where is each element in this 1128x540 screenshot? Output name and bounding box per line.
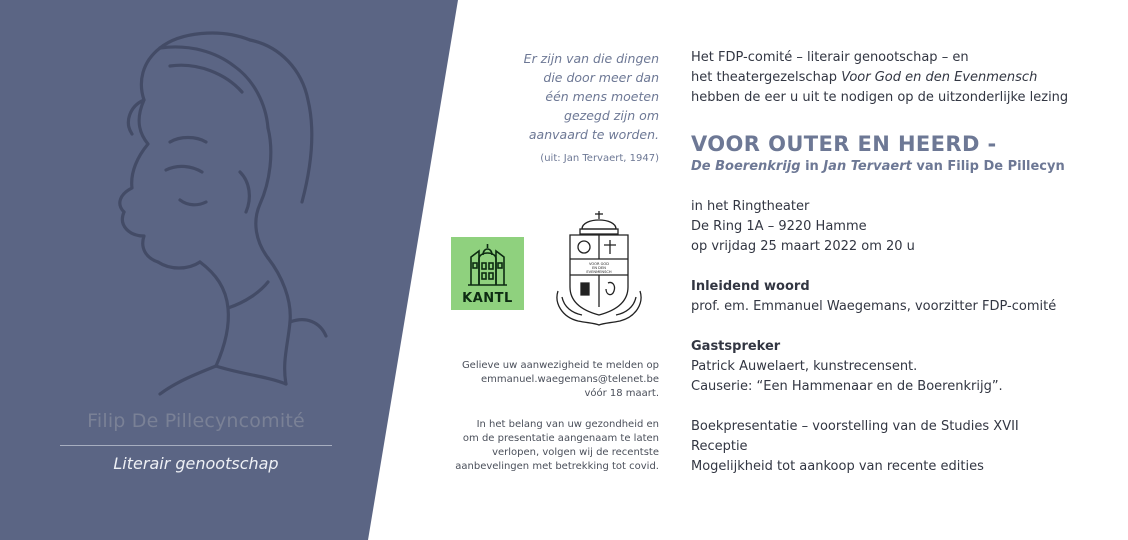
quote-line: gezegd zijn om [564, 108, 659, 123]
intro-text: het theatergezelschap [691, 70, 842, 85]
subtitle-part: Jan Tervaert [823, 159, 912, 174]
invitation-text [691, 48, 1111, 477]
quote-line: één mens moeten [545, 89, 659, 104]
quote-line: Er zijn van die dingen [523, 51, 659, 66]
venue-line: in het Ringtheater [691, 199, 810, 214]
theatre-crest-logo [548, 207, 650, 330]
event-title: VOOR OUTER EN HEERD - [691, 132, 997, 156]
heading-text: Gastspreker [691, 339, 781, 354]
quote [439, 49, 659, 144]
rsvp-line: vóór 18 maart. [584, 388, 659, 399]
covid-note [439, 418, 659, 474]
org-subtitle: Literair genootschap [113, 454, 279, 473]
covid-line: om de presentatie aangenaam te laten [462, 433, 659, 444]
subtitle-part: De Boerenkrijg [691, 159, 801, 174]
crest-text: EN DEN [592, 266, 606, 270]
quote-line: aanvaard te worden. [528, 127, 659, 142]
subtitle-part: van Filip De Pillecyn [911, 159, 1065, 174]
guest-speaker: Patrick Auwelaert, kunstrecensent. [691, 359, 918, 374]
divider [60, 445, 332, 446]
crest-text: VOOR GOD [588, 262, 610, 266]
covid-line: verlopen, volgen wij de recentste [492, 447, 659, 458]
guest-talk: Causerie: “Een Hammenaar en de Boerenkrijg”. [691, 379, 1003, 394]
covid-line: aanbevelingen met betrekking tot covid. [455, 461, 659, 472]
kantl-logo [451, 237, 524, 310]
intro-line: Het FDP-comité – literair genootschap – en [691, 50, 969, 65]
rsvp-note [439, 359, 659, 401]
program-item: Receptie [691, 439, 748, 454]
building-icon [465, 243, 510, 287]
rsvp-email: emmanuel.waegemans@telenet.be [480, 374, 659, 385]
intro-line [691, 68, 1111, 88]
portrait-sketch [20, 22, 340, 402]
crest-text: EVENMENSCH [586, 270, 612, 274]
event-date: op vrijdag 25 maart 2022 om 20 u [691, 239, 915, 254]
quote-line: die door meer dan [543, 70, 659, 85]
venue-address: De Ring 1A – 9220 Hamme [691, 219, 867, 234]
covid-line: In het belang van uw gezondheid en [476, 419, 659, 430]
intro-line: hebben de eer u uit te nodigen op de uitzonderlijke lezing [691, 90, 1069, 105]
intro-speaker: prof. em. Emmanuel Waegemans, voorzitter FDP-comité [691, 299, 1057, 314]
guest-heading [691, 337, 1111, 357]
rsvp-line: Gelieve uw aanwezigheid te melden op [461, 360, 659, 371]
quote-source: (uit: Jan Tervaert, 1947) [540, 153, 659, 164]
intro-heading [691, 277, 1111, 297]
heading-text: Inleidend woord [691, 279, 810, 294]
kantl-label: KANTL [462, 291, 513, 306]
theatre-name: Voor God en den Evenmensch [841, 70, 1038, 85]
program-item: Boekpresentatie – voorstelling van de Studies XVII [691, 419, 1019, 434]
event-subtitle [691, 157, 1111, 177]
program-item: Mogelijkheid tot aankoop van recente edities [691, 459, 984, 474]
org-name: Filip De Pillecyncomité [87, 410, 305, 432]
subtitle-part: in [800, 159, 824, 174]
